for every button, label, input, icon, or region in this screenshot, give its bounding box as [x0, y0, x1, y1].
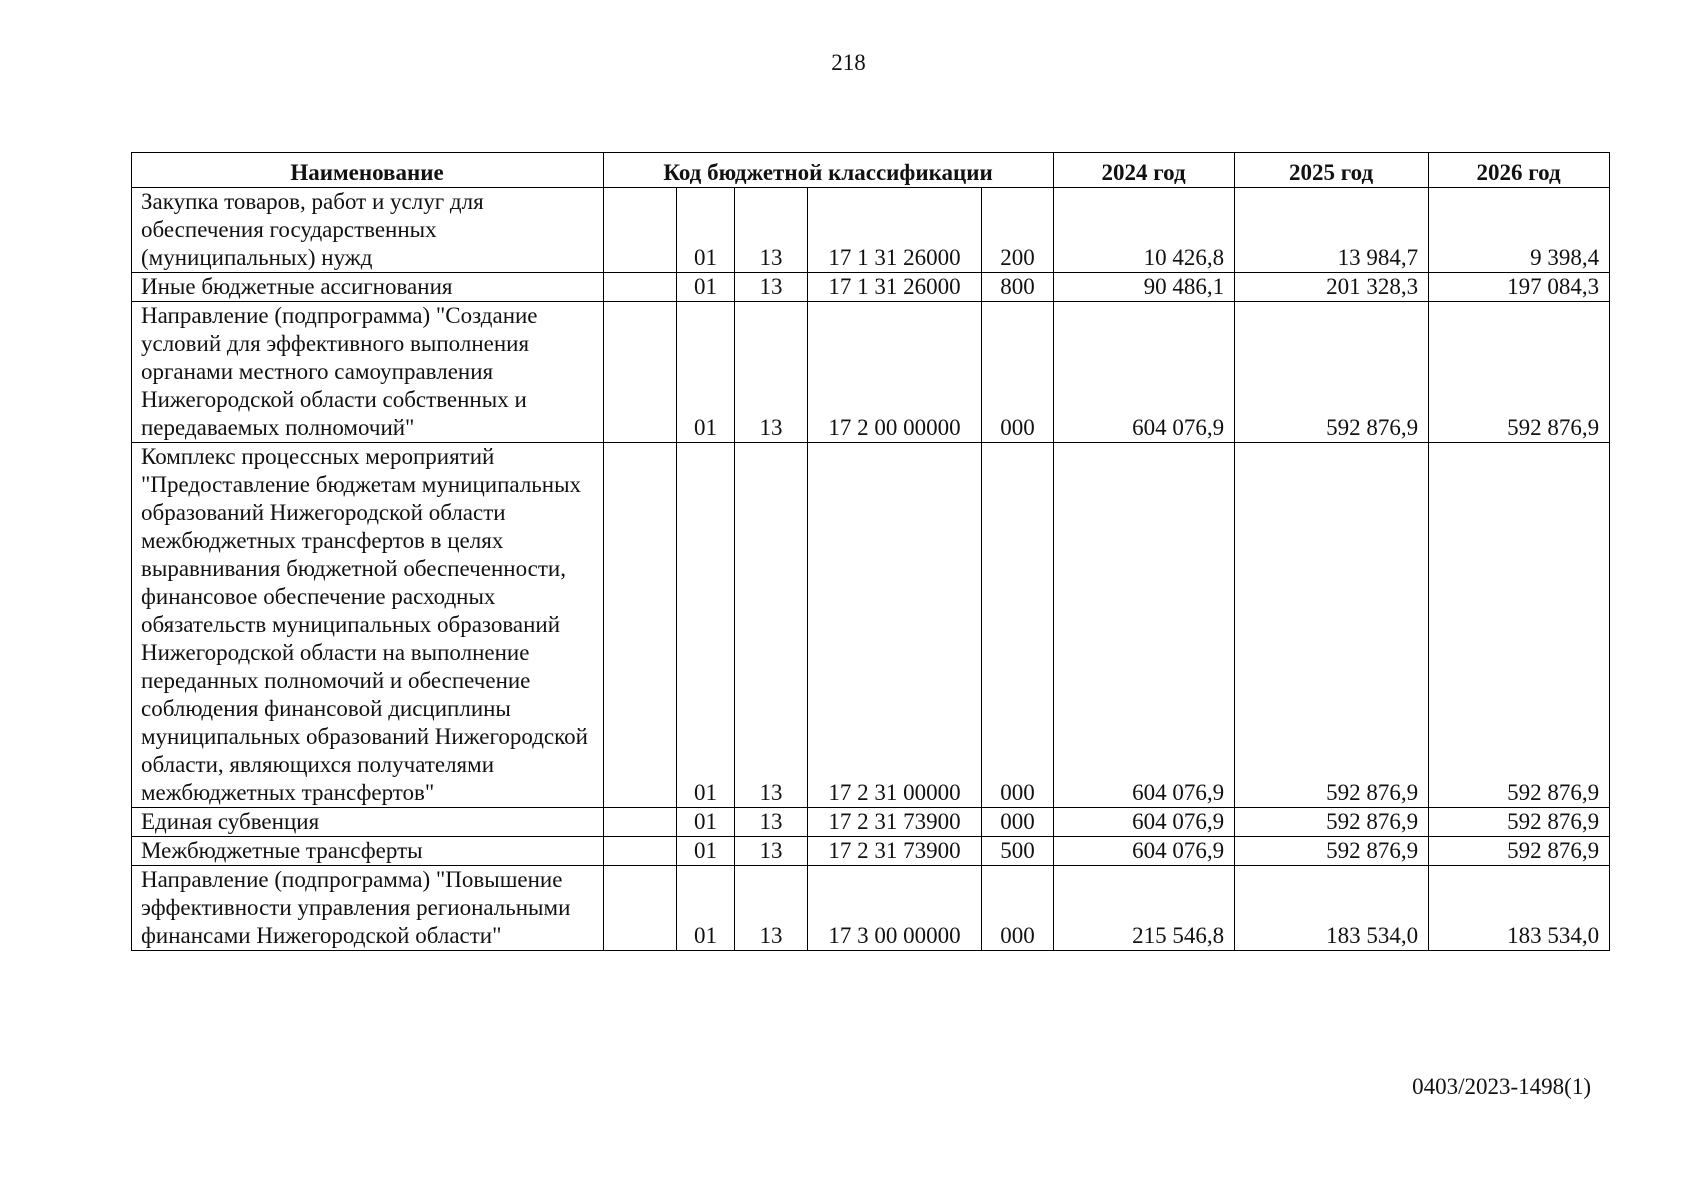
table-row — [132, 188, 1610, 273]
empty-cell — [604, 302, 677, 443]
code-section: 01 — [677, 302, 735, 443]
code-section: 01 — [677, 188, 735, 273]
value-2025: 183 534,0 — [1235, 866, 1429, 951]
header-name: Наименование — [132, 153, 604, 188]
code-subsection: 13 — [735, 273, 808, 302]
code-expense-type: 000 — [982, 866, 1054, 951]
empty-cell — [604, 443, 677, 808]
value-2026: 592 876,9 — [1429, 808, 1610, 837]
document-code: 0403/2023-1498(1) — [1412, 1074, 1591, 1099]
value-2025: 13 984,7 — [1235, 188, 1429, 273]
code-target: 17 1 31 26000 — [808, 188, 982, 273]
value-2024: 10 426,8 — [1054, 188, 1235, 273]
row-name: Иные бюджетные ассигнования — [132, 273, 604, 302]
code-expense-type: 000 — [982, 302, 1054, 443]
value-2026: 183 534,0 — [1429, 866, 1610, 951]
code-expense-type: 500 — [982, 837, 1054, 866]
code-expense-type: 800 — [982, 273, 1054, 302]
code-subsection: 13 — [735, 837, 808, 866]
header-code: Код бюджетной классификации — [604, 153, 1054, 188]
page-number: 218 — [831, 50, 866, 75]
code-target: 17 2 31 73900 — [808, 808, 982, 837]
code-subsection: 13 — [735, 443, 808, 808]
value-2026: 197 084,3 — [1429, 273, 1610, 302]
code-section: 01 — [677, 837, 735, 866]
code-expense-type: 200 — [982, 188, 1054, 273]
table-row — [132, 443, 1610, 808]
code-target: 17 2 31 73900 — [808, 837, 982, 866]
empty-cell — [604, 866, 677, 951]
value-2026: 592 876,9 — [1429, 837, 1610, 866]
budget-table — [131, 152, 1610, 951]
code-expense-type: 000 — [982, 443, 1054, 808]
code-subsection: 13 — [735, 866, 808, 951]
value-2025: 592 876,9 — [1235, 302, 1429, 443]
code-target: 17 1 31 26000 — [808, 273, 982, 302]
value-2024: 604 076,9 — [1054, 302, 1235, 443]
code-section: 01 — [677, 866, 735, 951]
row-name: Направление (подпрограмма) "Повышение эффективности управления региональными финансами Нижегородской области" — [132, 866, 604, 951]
code-subsection: 13 — [735, 808, 808, 837]
table-header-row — [132, 153, 1610, 188]
code-subsection: 13 — [735, 302, 808, 443]
header-2024: 2024 год — [1054, 153, 1235, 188]
value-2024: 604 076,9 — [1054, 837, 1235, 866]
table-row — [132, 866, 1610, 951]
table-row — [132, 837, 1610, 866]
empty-cell — [604, 273, 677, 302]
value-2026: 592 876,9 — [1429, 302, 1610, 443]
code-expense-type: 000 — [982, 808, 1054, 837]
row-name: Комплекс процессных мероприятий "Предоставление бюджетам муниципальных образований Нижегородской области межбюджетных трансфертов в целях выравнивания бюджетной обеспеченности, финансовое обеспечение расходных обязательств муниципальных образований Нижегородской области на выполнение переданных полномочий и обеспечение соблюдения финансовой дисциплины муниципальных образований Нижегородской области, являющихся получателями межбюджетных трансфертов" — [132, 443, 604, 808]
table-row — [132, 273, 1610, 302]
value-2025: 592 876,9 — [1235, 443, 1429, 808]
empty-cell — [604, 188, 677, 273]
value-2025: 592 876,9 — [1235, 837, 1429, 866]
empty-cell — [604, 837, 677, 866]
code-section: 01 — [677, 273, 735, 302]
value-2024: 604 076,9 — [1054, 443, 1235, 808]
value-2025: 201 328,3 — [1235, 273, 1429, 302]
row-name: Закупка товаров, работ и услуг для обеспечения государственных (муниципальных) нужд — [132, 188, 604, 273]
empty-cell — [604, 808, 677, 837]
code-target: 17 2 00 00000 — [808, 302, 982, 443]
code-section: 01 — [677, 443, 735, 808]
row-name: Единая субвенция — [132, 808, 604, 837]
row-name: Направление (подпрограмма) "Создание условий для эффективного выполнения органами местного самоуправления Нижегородской области собственных и передаваемых полномочий" — [132, 302, 604, 443]
header-2025: 2025 год — [1235, 153, 1429, 188]
value-2026: 592 876,9 — [1429, 443, 1610, 808]
value-2024: 215 546,8 — [1054, 866, 1235, 951]
value-2026: 9 398,4 — [1429, 188, 1610, 273]
row-name: Межбюджетные трансферты — [132, 837, 604, 866]
code-section: 01 — [677, 808, 735, 837]
value-2025: 592 876,9 — [1235, 808, 1429, 837]
value-2024: 604 076,9 — [1054, 808, 1235, 837]
table-row — [132, 302, 1610, 443]
table-row — [132, 808, 1610, 837]
code-target: 17 2 31 00000 — [808, 443, 982, 808]
header-2026: 2026 год — [1429, 153, 1610, 188]
code-subsection: 13 — [735, 188, 808, 273]
code-target: 17 3 00 00000 — [808, 866, 982, 951]
value-2024: 90 486,1 — [1054, 273, 1235, 302]
